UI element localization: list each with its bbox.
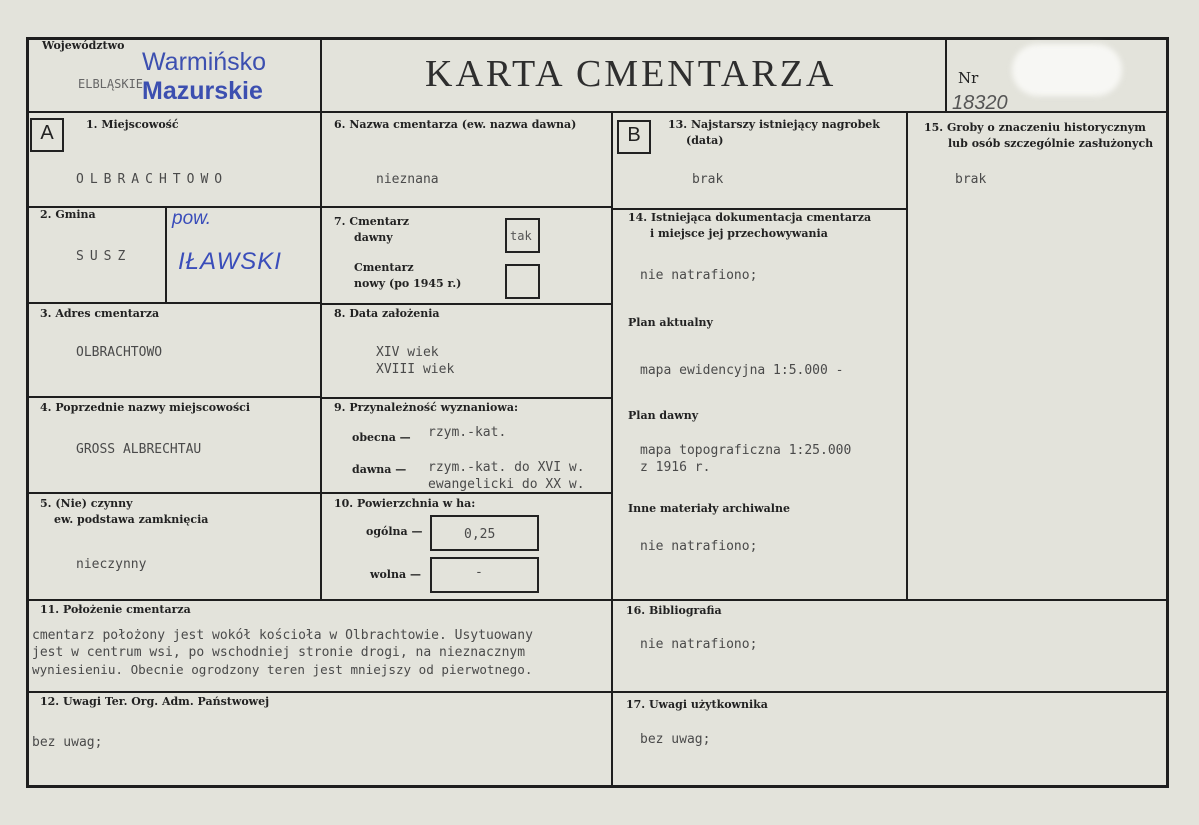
plan-dawny-label: Plan dawny — [628, 409, 699, 422]
field-15-label-2: lub osób szczególnie zasłużonych — [948, 137, 1154, 150]
header-vline-2 — [945, 37, 947, 113]
field-7-nowy-2: nowy (po 1945 r.) — [354, 277, 462, 290]
field-11-label: 11. Położenie cmentarza — [40, 603, 191, 616]
row-line-c2-1 — [320, 206, 613, 208]
field-14-value: nie natrafiono; — [640, 268, 758, 283]
field-10-wolna-value: - — [475, 565, 483, 580]
field-17-value: bez uwag; — [640, 732, 711, 747]
row-line-c1-2 — [26, 302, 322, 304]
nr-label: Nr — [958, 69, 979, 87]
stamp-line-1: Warmińsko — [142, 48, 267, 76]
field-13-value: brak — [692, 172, 724, 187]
plan-aktualny-value: mapa ewidencyjna 1:5.000 - — [640, 363, 844, 378]
nr-value: 18320 — [952, 92, 1008, 114]
inne-materialy-label: Inne materiały archiwalne — [628, 502, 790, 515]
field-3-label: 3. Adres cmentarza — [40, 307, 160, 320]
inne-materialy-value: nie natrafiono; — [640, 539, 758, 554]
row-line-c2-2 — [320, 303, 613, 305]
row-line-c2-3 — [320, 397, 613, 399]
row-line-c1-4 — [26, 492, 322, 494]
field-2-label: 2. Gmina — [40, 208, 96, 221]
page-title: KARTA CMENTARZA — [425, 53, 837, 95]
field-8-value-1: XIV wiek — [376, 345, 439, 360]
field-10-wolna-label: wolna — — [370, 568, 421, 581]
field-1-label: 1. Miejscowość — [86, 118, 179, 131]
wojewodztwo-label: Województwo — [42, 39, 125, 52]
field-1-value: OLBRACHTOWO — [76, 172, 229, 187]
field-7-nowy-checkbox — [505, 264, 540, 299]
plan-dawny-value-2: z 1916 r. — [640, 460, 711, 475]
field-12-label: 12. Uwagi Ter. Org. Adm. Państwowej — [40, 695, 270, 708]
redaction-patch — [1012, 44, 1122, 96]
field-17-label: 17. Uwagi użytkownika — [626, 698, 768, 711]
field-7-nowy-1: Cmentarz — [354, 261, 414, 274]
wojewodztwo-typed: ELBLĄSKIE — [78, 77, 144, 91]
field-16-value: nie natrafiono; — [640, 637, 758, 652]
field-14-label-2: i miejsce jej przechowywania — [650, 227, 828, 240]
field-5-label-2: ew. podstawa zamknięcia — [54, 513, 209, 526]
border-top — [26, 37, 1169, 40]
gmina-divider — [165, 206, 167, 302]
field-6-value: nieznana — [376, 172, 439, 187]
field-15-value: brak — [955, 172, 987, 187]
border-right — [1166, 37, 1169, 788]
field-15-label-1: 15. Groby o znaczeniu historycznym — [924, 121, 1146, 134]
field-2-hand-powiat: IŁAWSKI — [178, 248, 282, 275]
field-5-label-1: 5. (Nie) czynny — [40, 497, 133, 510]
plan-aktualny-label: Plan aktualny — [628, 316, 713, 329]
field-7-dawny: dawny — [354, 231, 393, 244]
field-10-ogolna-label: ogólna — — [366, 525, 423, 538]
field-6-label: 6. Nazwa cmentarza (ew. nazwa dawna) — [334, 118, 577, 131]
field-13-label-1: 13. Najstarszy istniejący nagrobek — [668, 118, 880, 131]
field-2-value: SUSZ — [76, 249, 132, 264]
field-16-label: 16. Bibliografia — [626, 604, 722, 617]
field-11-line-1: cmentarz położony jest wokół kościoła w Olbrachtowie. Usytuowany — [32, 628, 533, 643]
field-9-dawna-value-1: rzym.-kat. do XVI w. — [428, 460, 585, 475]
field-9-dawna-value-2: ewangelicki do XX w. — [428, 477, 585, 492]
field-7-label: 7. Cmentarz — [334, 215, 409, 228]
field-3-value: OLBRACHTOWO — [76, 345, 163, 360]
row-line-c1-3 — [26, 396, 322, 398]
field-9-dawna-label: dawna — — [352, 463, 407, 476]
field-4-label: 4. Poprzednie nazwy miejscowości — [40, 401, 251, 414]
border-bottom — [26, 785, 1169, 788]
field-10-ogolna-value: 0,25 — [464, 527, 496, 542]
field-9-obecna-value: rzym.-kat. — [428, 425, 507, 440]
col-divider-2 — [611, 111, 613, 787]
field-12-value: bez uwag; — [32, 735, 103, 750]
section-b-box: B — [617, 120, 651, 154]
field-2-hand-pow: pow. — [172, 208, 212, 229]
row-line-11 — [26, 599, 1169, 601]
field-10-label: 10. Powierzchnia w ha: — [334, 497, 476, 510]
header-vline-1 — [320, 37, 322, 113]
field-4-value: GROSS ALBRECHTAU — [76, 442, 202, 457]
field-7-dawny-value: tak — [510, 229, 532, 243]
border-left — [26, 37, 29, 788]
row-line-12 — [26, 691, 1169, 693]
field-14-label-1: 14. Istniejąca dokumentacja cmentarza — [628, 211, 872, 224]
field-5-value: nieczynny — [76, 557, 147, 572]
field-7-dawny-checkbox — [505, 218, 540, 253]
field-11-line-2: jest w centrum wsi, po wschodniej stronie drogi, na nieznacznym — [32, 645, 526, 660]
section-a-box: A — [30, 118, 64, 152]
field-8-label: 8. Data założenia — [334, 307, 440, 320]
field-10-ogolna-box — [430, 515, 539, 551]
field-11-line-3: wyniesieniu. Obecnie ogrodzony teren jest mniejszy od pierwotnego. — [32, 662, 533, 677]
stamp-line-2: Mazurskie — [142, 77, 263, 105]
field-9-label: 9. Przynależność wyznaniowa: — [334, 401, 519, 414]
col-divider-3 — [906, 111, 908, 601]
field-10-wolna-box — [430, 557, 539, 593]
col-divider-1 — [320, 111, 322, 599]
field-8-value-2: XVIII wiek — [376, 362, 455, 377]
field-9-obecna-label: obecna — — [352, 431, 411, 444]
plan-dawny-value-1: mapa topograficzna 1:25.000 — [640, 443, 852, 458]
field-13-label-2: (data) — [686, 134, 724, 147]
